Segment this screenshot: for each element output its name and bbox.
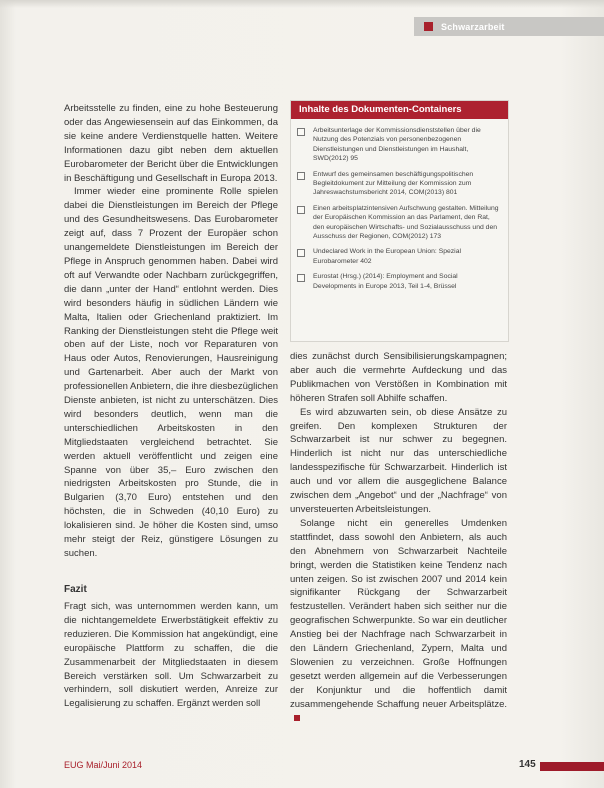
list-item-text: Entwurf des gemeinsamen beschäftigungspolitischen Begleitdokument zur Mitteilung der Kommission zum Jahreswachstumsbericht 2014, COM(2013) 801 [313, 170, 474, 197]
page-number: 145 [519, 759, 536, 770]
list-item [297, 170, 500, 198]
list-item-text: Undeclared Work in the European Union: Spezial Eurobarometer 402 [313, 248, 461, 265]
box-header [291, 101, 508, 119]
checkbox-icon [297, 172, 305, 180]
left-column-text [64, 102, 278, 561]
section-header-tab [414, 17, 604, 36]
scan-shadow [0, 0, 604, 8]
section-marker-icon [424, 22, 433, 31]
article-end-icon [294, 715, 300, 721]
box-title: Inhalte des Dokumenten-Containers [299, 104, 462, 115]
list-item-text: Eurostat (Hrsg.) (2014): Employment and Social Developments in Europe 2013, Teil 1-4, Brüssel [313, 273, 458, 290]
right-paragraph-text: Solange nicht ein generelles Umdenken stattfindet, dass sowohl den Anbietern, als auch den Abnehmern von Schwarzarbeit Nachteile bringt, werden die Statistiken keine Tendenz nach unten zeigen. So ist zwischen 2007 und 2014 kein signifikanter Rückgang der Schwarzarbeit festzustellen. Verändert haben sich seither nur die geografischen Schwerpunkte. So war ein deutlicher Anstieg bei der Nachfrage nach Schwarzarbeit in den Ländern Griechenland, Zypern, Malta und Slowenien zu verzeichnen. Große Hoffnungen gesetzt werden allgemein auf die Verbesserungen der Konjunktur und die hoffentlich damit zusammengehende Schaffung neuer Arbeitsplätze. [290, 517, 507, 710]
right-paragraph-last [290, 517, 507, 726]
box-list [297, 126, 500, 297]
left-paragraph: Arbeitsstelle zu finden, eine zu hohe Besteuerung oder das Angewiesensein auf das Einkommen, da sie keine andere Verdienstquelle hatten. Weitere Informationen dazu gibt neben dem aktuellen Eurobarometer der Bericht über die Entwicklungen in Beschäftigung und Gesellschaft in Europa 2013. [64, 103, 278, 184]
list-item-text: Einen arbeitsplatzintensiven Aufschwung gestalten. Mitteilung der Europäischen Kommission an das Parlament, den Rat, den europäischen Wirtschafts- und Sozialausschuss und den Ausschuss der Regionen, COM(2012) 173 [313, 204, 499, 241]
fazit-heading: Fazit [64, 584, 87, 595]
fazit-text [64, 600, 278, 711]
document-container-box [290, 100, 509, 342]
checkbox-icon [297, 274, 305, 282]
checkbox-icon [297, 128, 305, 136]
footer-accent-bar [540, 762, 604, 771]
checkbox-icon [297, 249, 305, 257]
fazit-paragraph: Fragt sich, was unternommen werden kann, um die nichtangemeldete Erwerbstätigkeit effektiv zu reduzieren. Die Kommission hat angekündigt, eine europäische Plattform zu schaffen, die die Zusammenarbeit der Mitgliedstaaten in diesem Bereich verstärken soll. Um Schwarzarbeit zu verhindern, soll diskutiert werden, Anreize zur Legalisierung zu schaffen. Ergänzt werden soll [64, 601, 278, 710]
right-paragraph: Es wird abzuwarten sein, ob diese Ansätze zu greifen. Den komplexen Strukturen der Schwarzarbeit ist nur schwer zu begegnen. Hinderlich ist nicht nur das unterschiedliche landesspezifische für Schwarzarbeit. Hinderlich ist auch und vor allem die ausgeglichene Balance zwischen dem „Angebot“ und der „Nachfrage“ von unversteuerten Arbeitsleistungen. [290, 406, 507, 515]
right-paragraph: dies zunächst durch Sensibilisierungskampagnen; aber auch die vermehrte Aufdeckung und das Publikmachen von Verstößen in Kombination mit höheren Strafen soll Abhilfe schaffen. [290, 351, 507, 404]
checkbox-icon [297, 206, 305, 214]
right-column-text [290, 350, 507, 725]
list-item [297, 204, 500, 242]
list-item [297, 272, 500, 291]
list-item [297, 126, 500, 164]
footer-issue: EUG Mai/Juni 2014 [64, 760, 143, 770]
left-paragraph: Immer wieder eine prominente Rolle spielen dabei die Dienstleistungen im Bereich der Pflege und des Gesundheitswesens. Das Eurobarometer zeigt auf, dass 7 Prozent der Europäer schon unangemeldete Dienstleistungen im Bereich der Pflege in Anspruch genommen haben. Dabei wird oft auf Verwandte oder Nachbarn zurückgegriffen, die dann „unter der Hand“ entlohnt werden. Dies wird besonders häufig in südlichen Ländern wie Malta, Italien oder Griechenland praktiziert. Im Ranking der Dienstleistungen steht die Pflege weit oben auf der Liste, noch vor Reparaturen von Haus oder Autos, Renovierungen, Hausreinigung und Gartenarbeit. Aber auch der Markt von professionellen Anbietern, die ihre diesbezüglichen Dienste anbieten, ist nicht zu unterschätzen. Dies wird besonders deutlich, wenn man die unterschiedlichen Arbeitskosten in den Mitgliedstaaten vergleichend betrachtet. Sie werden aktuell veröffentlicht und zeigen eine Spanne von über 35,– Euro zwischen den niedrigsten Arbeitskosten pro Stunde, die in Bulgarien (3,70 Euro) entstehen und den höchsten, die in Schweden (40,10 Euro) zu lokalisieren sind. Je höher die Kosten sind, umso mehr steigt der Reiz, günstigere Lösungen zu suchen. [64, 186, 278, 559]
section-label: Schwarzarbeit [441, 21, 505, 32]
list-item [297, 247, 500, 266]
list-item-text: Arbeitsunterlage der Kommissionsdienststellen über die Nutzung des Potenzials von personenbezogenen Dienstleistungen und Dienstleistungen im Haushalt, SWD(2012) 95 [313, 127, 481, 163]
